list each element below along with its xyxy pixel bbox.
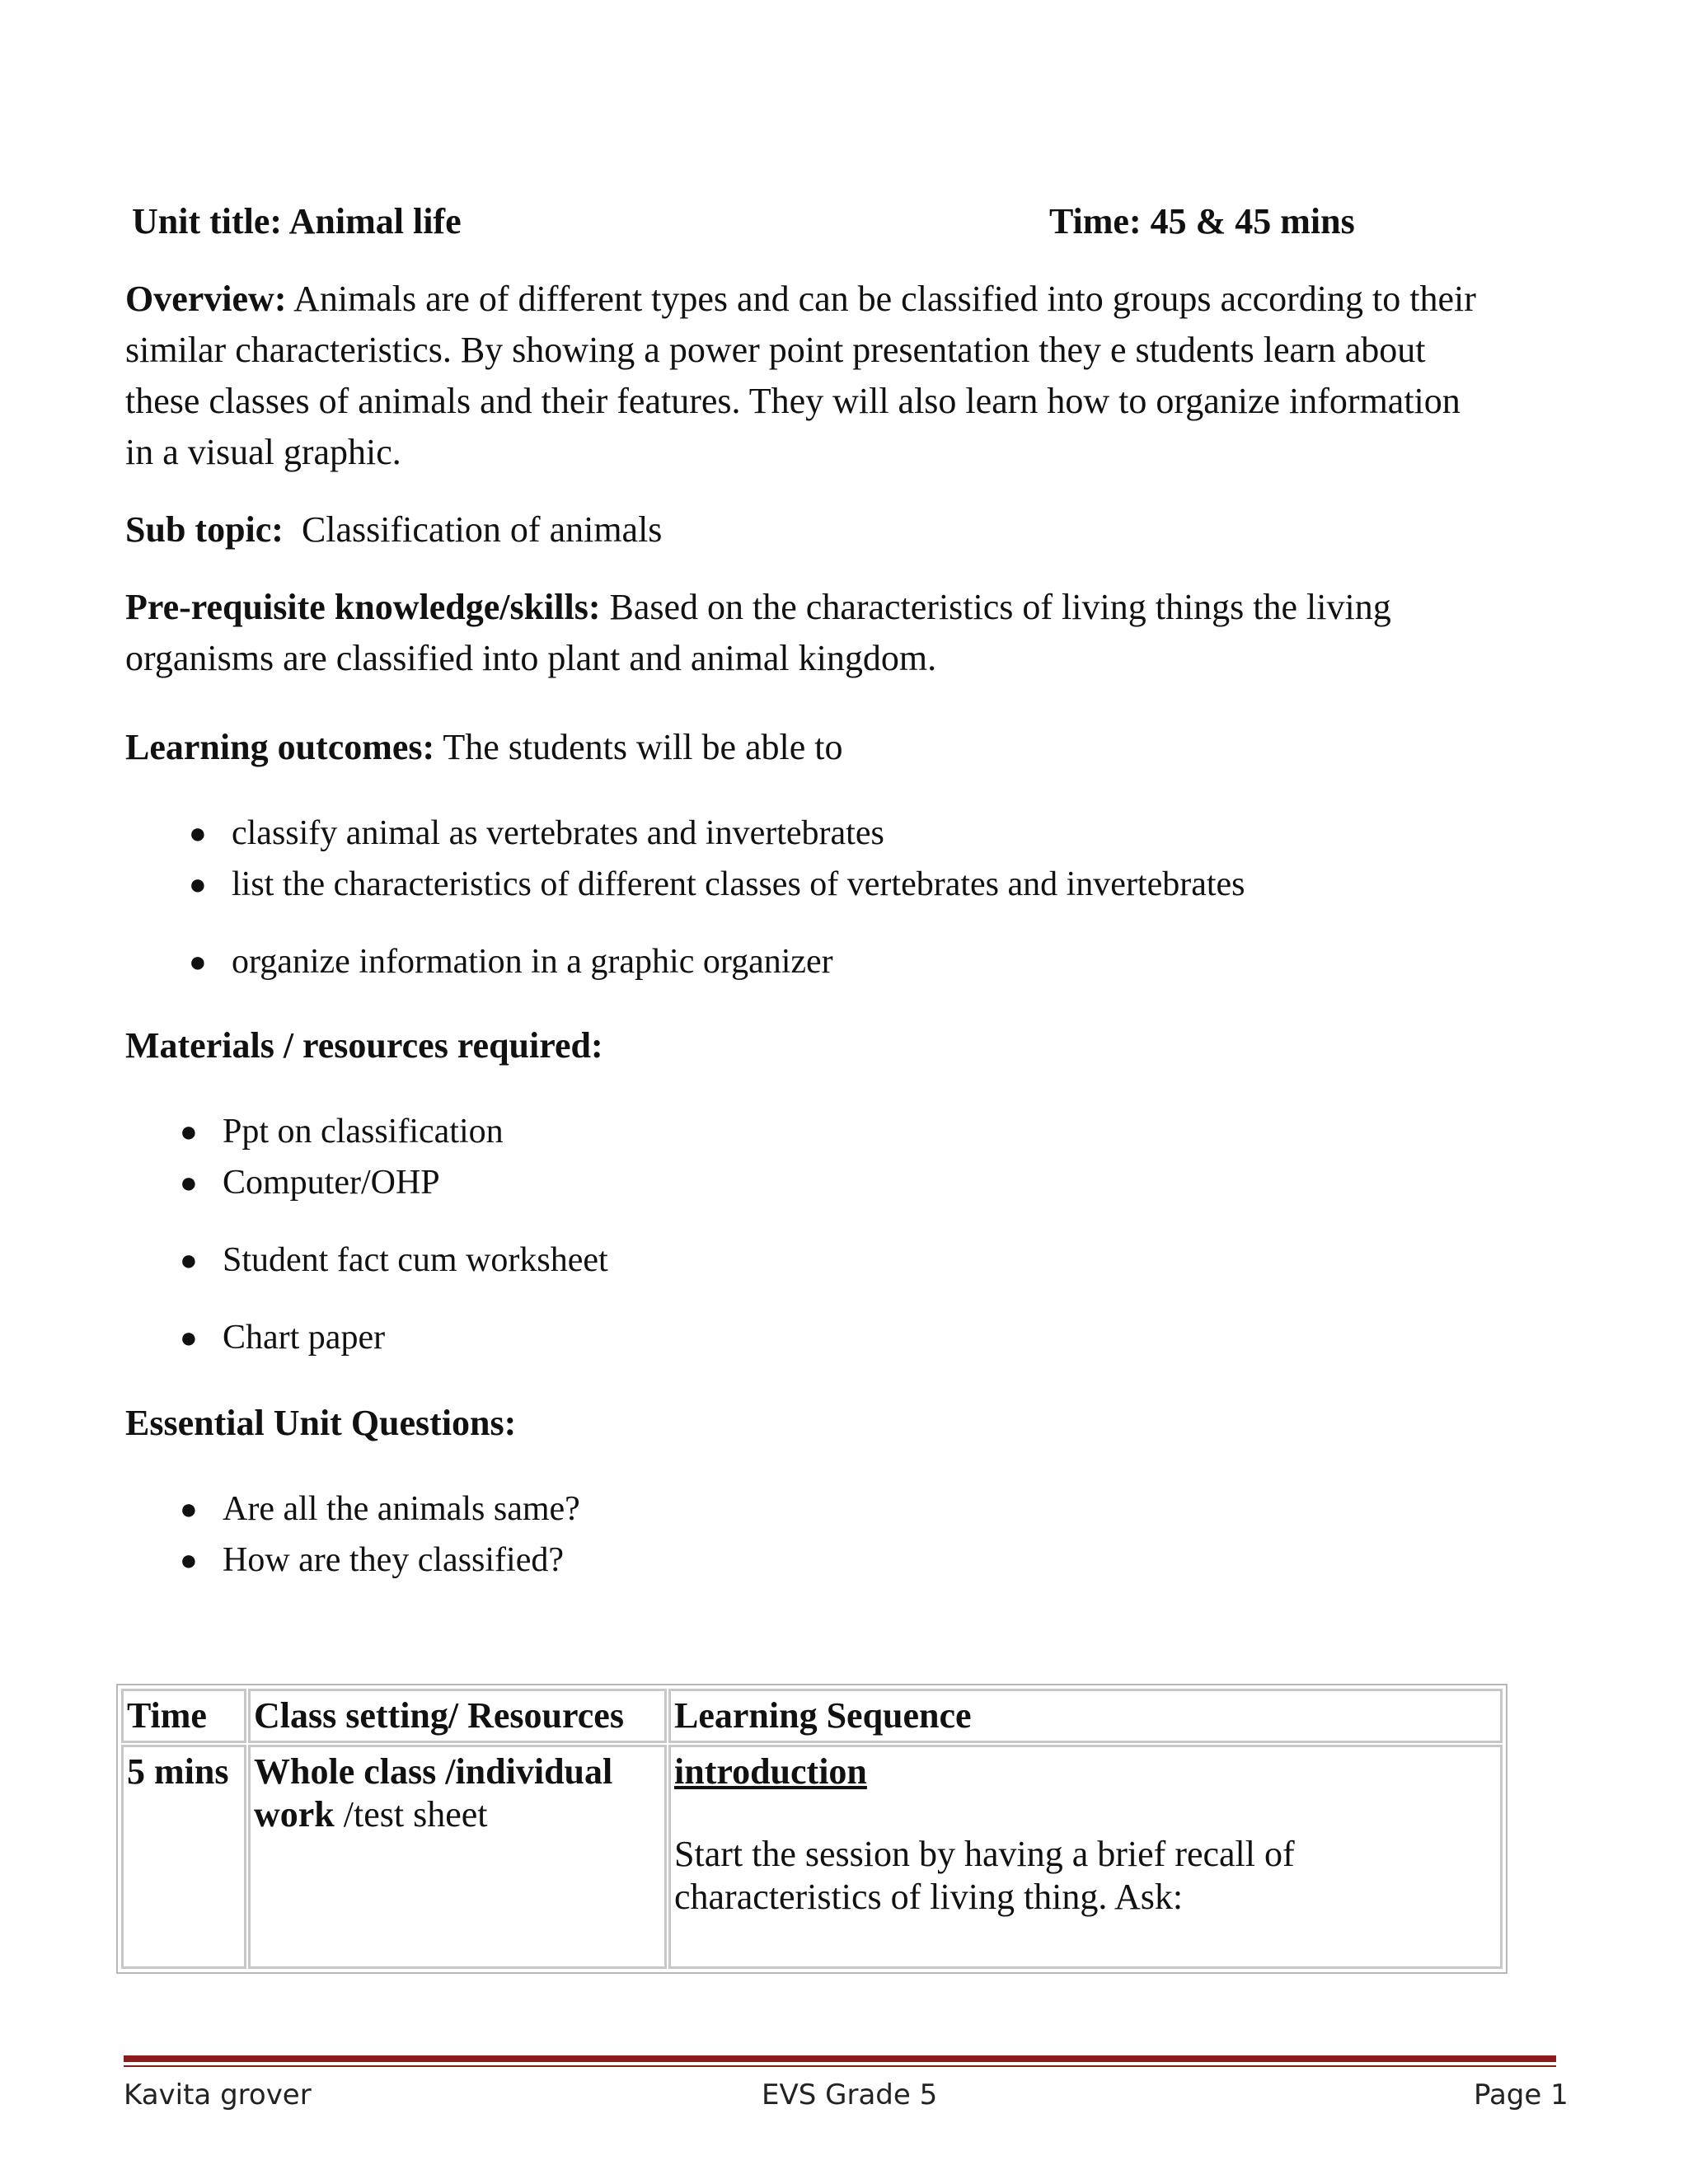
bullet-icon: ●: [180, 1544, 198, 1577]
learning-outcomes-text: The students will be able to: [434, 727, 843, 767]
table-cell-time: 5 mins: [121, 1745, 246, 1969]
essential-questions-heading: [125, 1398, 1526, 1449]
header-row: [132, 196, 1385, 247]
overview-text: Animals are of different types and can be classified into groups according to their similar characteristics. By showing a power point presentation they e students learn about these classes of animals and their features. They will also learn how to organize information in a visual graphic.: [125, 279, 1476, 472]
session-time: Time: 45 & 45 mins: [1049, 201, 1355, 241]
table-cell-setting: Whole class /individual work /test sheet: [248, 1745, 667, 1969]
list-item: ● Computer/OHP: [223, 1157, 1459, 1208]
list-item: ● How are they classified?: [223, 1535, 1459, 1586]
table-header-time: Time: [121, 1689, 246, 1743]
overview-paragraph: [125, 274, 1493, 478]
learning-outcomes-list: [189, 808, 1468, 987]
unit-title: Unit title: Animal life: [132, 201, 462, 241]
lesson-table: [116, 1684, 1507, 1974]
materials-heading: [125, 1020, 1526, 1071]
bullet-icon: ●: [180, 1166, 198, 1199]
bullet-icon: ●: [180, 1321, 198, 1354]
bullet-icon: ●: [189, 817, 207, 850]
table-header-sequence: Learning Sequence: [668, 1689, 1503, 1743]
materials-label: Materials / resources required:: [125, 1025, 603, 1066]
footer-rule-thin: [124, 2065, 1556, 2067]
footer-author: Kavita grover: [124, 2079, 312, 2111]
sub-topic-label: Sub topic:: [125, 509, 284, 550]
learning-outcomes-label: Learning outcomes:: [125, 727, 435, 767]
essential-questions-label: Essential Unit Questions:: [125, 1403, 517, 1443]
sequence-heading: introduction: [674, 1751, 867, 1792]
prerequisite-label: Pre-requisite knowledge/skills:: [125, 587, 601, 627]
table-cell-sequence: [668, 1745, 1503, 1969]
materials-list: [180, 1106, 1459, 1363]
footer-page-number: Page 1: [1474, 2079, 1568, 2111]
bullet-icon: ●: [180, 1244, 198, 1277]
list-item: ● Chart paper: [223, 1312, 1459, 1363]
sub-topic-paragraph: [125, 504, 1526, 555]
list-item: ● classify animal as vertebrates and invertebrates: [232, 808, 1468, 859]
footer-subject: EVS Grade 5: [762, 2079, 938, 2111]
list-item: ● organize information in a graphic organizer: [232, 936, 1468, 987]
sub-topic-text: Classification of animals: [283, 509, 663, 550]
learning-outcomes-heading: [125, 722, 1526, 773]
list-item: ● Student fact cum worksheet: [223, 1235, 1459, 1286]
overview-label: Overview:: [125, 279, 287, 319]
table-header-setting: Class setting/ Resources: [248, 1689, 667, 1743]
list-item: ● Ppt on classification: [223, 1106, 1459, 1157]
prerequisite-text: Based on the characteristics of living things the living organisms are classified into plant and animal kingdom.: [125, 587, 1391, 678]
bullet-icon: ●: [189, 945, 207, 978]
bullet-icon: ●: [180, 1493, 198, 1526]
list-item: ● list the characteristics of different classes of vertebrates and invertebrates: [232, 859, 1468, 910]
sequence-text: Start the session by having a brief recall of characteristics of living thing. Ask:: [674, 1834, 1295, 1917]
list-item: ● Are all the animals same?: [223, 1483, 1459, 1535]
essential-questions-list: [180, 1483, 1459, 1586]
footer-rule: [124, 2055, 1556, 2062]
prerequisite-paragraph: [125, 582, 1493, 684]
bullet-icon: ●: [189, 868, 207, 901]
bullet-icon: ●: [180, 1115, 198, 1148]
